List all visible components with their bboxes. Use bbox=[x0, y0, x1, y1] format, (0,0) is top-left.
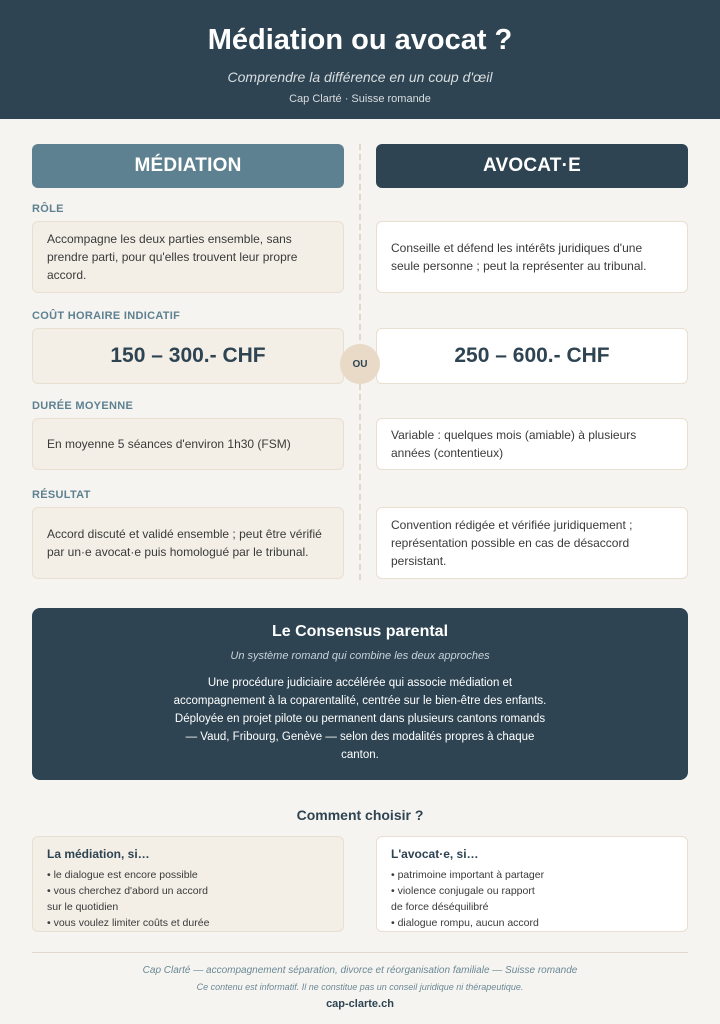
role-section-label: RÔLE bbox=[32, 203, 64, 215]
lawyer-role-card bbox=[376, 221, 688, 293]
page-header bbox=[0, 0, 720, 119]
list-item: • dialogue rompu, aucun accord bbox=[391, 917, 539, 929]
list-item: • violence conjugale ou rapport de force déséquilibré bbox=[391, 885, 535, 913]
mediation-role-text: Accompagne les deux parties ensemble, sans prendre parti, pour qu'elles trouvent leur propre accord. bbox=[47, 232, 298, 282]
choose-lawyer-card bbox=[376, 836, 688, 932]
mediation-column-header: MÉDIATION bbox=[32, 144, 344, 188]
list-item: • vous cherchez d'abord un accord sur le quotidien bbox=[47, 885, 208, 913]
choose-mediation-heading: La médiation, si… bbox=[47, 847, 150, 861]
mediation-role-card bbox=[32, 221, 344, 293]
consensus-body: Une procédure judiciaire accélérée qui associe médiation et accompagnement à la coparentalité, centrée sur le bien-être des enfants. Déployée en projet pilote ou permanent dans plusieurs cantons romands — Vaud, Fribourg, Genève — selon des modalités propres à chaque canton. bbox=[173, 677, 547, 761]
lawyer-result-text: Convention rédigée et vérifiée juridiquement ; représentation possible en cas de désaccord persistant. bbox=[391, 518, 633, 568]
consensus-parental-box bbox=[32, 608, 688, 780]
result-section-label: RÉSULTAT bbox=[32, 489, 91, 501]
lawyer-role-text: Conseille et défend les intérêts juridiques d'une seule personne ; peut la représenter au tribunal. bbox=[391, 241, 647, 273]
list-item: • vous voulez limiter coûts et durée bbox=[47, 917, 210, 929]
footer-website-link[interactable]: cap-clarte.ch bbox=[326, 998, 394, 1010]
lawyer-cost-value: 250 – 600.- CHF bbox=[454, 344, 610, 367]
mediation-cost-card bbox=[32, 328, 344, 384]
mediation-result-text: Accord discuté et validé ensemble ; peut être vérifié par un·e avocat·e puis homologué par le tribunal. bbox=[47, 527, 322, 559]
choose-mediation-list bbox=[47, 867, 329, 931]
choose-title: Comment choisir ? bbox=[296, 807, 424, 823]
mediation-result-card bbox=[32, 507, 344, 579]
list-item: • le dialogue est encore possible bbox=[47, 869, 198, 881]
footer-tagline: Cap Clarté — accompagnement séparation, divorce et réorganisation familiale — Suisse romande bbox=[142, 965, 578, 976]
brand-line: Cap Clarté · Suisse romande bbox=[289, 93, 431, 105]
duration-section-label: DURÉE MOYENNE bbox=[32, 400, 134, 412]
footer-disclaimer: Ce contenu est informatif. Il ne constitue pas un conseil juridique ni thérapeutique. bbox=[196, 982, 524, 992]
mediation-cost-value: 150 – 300.- CHF bbox=[110, 344, 266, 367]
lawyer-column-header: AVOCAT·E bbox=[376, 144, 688, 188]
consensus-subtitle: Un système romand qui combine les deux approches bbox=[230, 650, 490, 662]
mediation-duration-text: En moyenne 5 séances d'environ 1h30 (FSM) bbox=[47, 437, 291, 451]
page-subtitle: Comprendre la différence en un coup d'œil bbox=[227, 69, 493, 85]
choose-lawyer-heading: L'avocat·e, si… bbox=[391, 847, 479, 861]
page-title: Médiation ou avocat ? bbox=[207, 24, 513, 56]
lawyer-duration-card bbox=[376, 418, 688, 470]
lawyer-result-card bbox=[376, 507, 688, 579]
cost-section-label: COÛT HORAIRE INDICATIF bbox=[32, 310, 181, 322]
or-separator-badge: OU bbox=[340, 344, 380, 384]
list-item: • patrimoine important à partager bbox=[391, 869, 545, 881]
footer-divider bbox=[32, 952, 688, 953]
choose-mediation-card bbox=[32, 836, 344, 932]
consensus-title: Le Consensus parental bbox=[271, 623, 449, 640]
lawyer-duration-text: Variable : quelques mois (amiable) à plusieurs années (contentieux) bbox=[391, 428, 637, 460]
choose-lawyer-list bbox=[391, 867, 673, 931]
mediation-duration-card bbox=[32, 418, 344, 470]
lawyer-cost-card bbox=[376, 328, 688, 384]
